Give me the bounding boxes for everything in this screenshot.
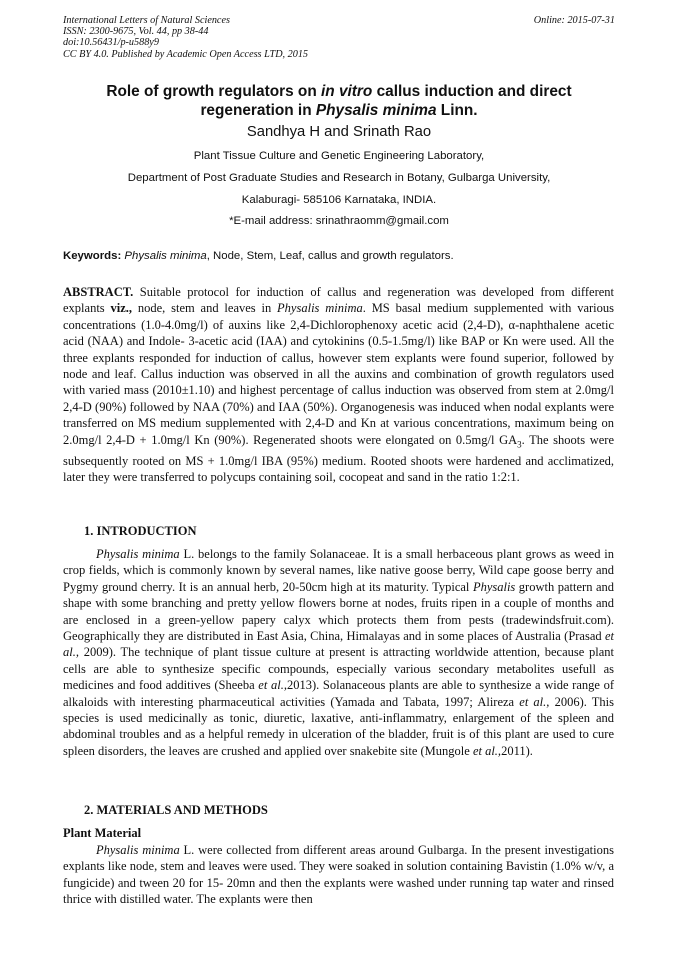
title-part: regeneration in bbox=[200, 102, 316, 119]
abstract bbox=[63, 284, 614, 485]
abstract-text: Suitable protocol for induction of callus and regeneration was developed from different explants bbox=[63, 285, 614, 316]
affiliation-address: Kalaburagi- 585106 Karnataka, INDIA. bbox=[241, 194, 437, 206]
methods-text: L. were collected from different areas around Gulbarga. In the present investigations explants like node, stem and leaves were used. They were soaked in solution containing Bavistin (1.0% w/v, a fungicide) and tween 20 for 15- 20mn and then the explants were washed under running tap water and rinsed thrice with distilled water. The explants were then bbox=[63, 843, 614, 907]
affiliation-dept: Department of Post Graduate Studies and Research in Botany, Gulbarga University, bbox=[127, 172, 551, 184]
intro-text: growth pattern and shape with some branching and pretty yellow flowers borne at nodes, fruits ripen in a couple of months and are enclosed in a green-yellow papery calyx which protects them from pests (tradewindsfruit.com). Geographically they are distributed in East Asia, China, Himalayas and in some places of Australia (Prasad bbox=[63, 579, 615, 644]
intro-text: L. belongs to the family Solanaceae. It is a small herbaceous plant grows as weed in crop fields, which is commonly known by several names, like native goose berry, Wild cape goose berry and Pygmy ground cherry. It is an annual herb, 20-50cm high at its maturity. Typical bbox=[63, 547, 614, 594]
abstract-viz: viz., bbox=[110, 301, 133, 316]
abstract-label: ABSTRACT. bbox=[63, 285, 134, 299]
abstract-species: Physalis minima bbox=[277, 301, 363, 316]
keywords-species: Physalis minima bbox=[124, 250, 207, 262]
title-part: callus induction and direct bbox=[372, 83, 572, 100]
keywords-label: Keywords: bbox=[63, 250, 122, 262]
keywords-text: , Node, Stem, Leaf, callus and growth regulators. bbox=[206, 250, 454, 262]
journal-name: International Letters of Natural Sciences bbox=[63, 15, 230, 26]
section-heading-introduction: 1. INTRODUCTION bbox=[84, 524, 197, 538]
issn: ISSN: 2300-9675, Vol. 44, pp 38-44 bbox=[63, 26, 209, 38]
section-heading-methods: 2. MATERIALS AND METHODS bbox=[84, 803, 268, 817]
intro-text: 2006). This species is used medicinally as tonic, diuretic, laxative, anti-inflammatry, enlargement of the spleen and abdominal troubles and as a helpful remedy in ulceration of the bladder, fruit is of this plant are used to cure spleen disorders, the leaves are crushed and applied over snakebite site (Mungole bbox=[63, 694, 615, 758]
intro-text: 2013). Solanaceous plants are able to synthesize a wide range of alkaloids with interesting pharmaceutical activities (Yamada and Tabata, 1997; Alireza bbox=[63, 678, 615, 709]
paper-title bbox=[60, 82, 618, 120]
intro-etal: et al., bbox=[472, 743, 502, 758]
intro-etal: et al., bbox=[63, 629, 614, 660]
subheading-plant-material: Plant Material bbox=[63, 826, 142, 840]
methods-species: Physalis minima bbox=[96, 843, 180, 857]
doi: doi:10.56431/p-u588y9 bbox=[63, 37, 159, 49]
intro-species: Physalis minima bbox=[96, 547, 180, 561]
keywords bbox=[63, 250, 623, 262]
intro-genus: Physalis bbox=[472, 579, 516, 594]
methods-paragraph bbox=[63, 842, 614, 908]
affiliation-lab: Plant Tissue Culture and Genetic Engineering Laboratory, bbox=[193, 150, 485, 162]
email: *E-mail address: srinathraomm@gmail.com bbox=[229, 215, 449, 227]
title-species: Physalis minima bbox=[315, 102, 437, 119]
intro-etal: et al., bbox=[519, 694, 550, 709]
introduction-paragraph bbox=[63, 546, 614, 759]
intro-etal: et al., bbox=[258, 678, 287, 693]
license-line: CC BY 4.0. Published by Academic Open Access LTD, 2015 bbox=[63, 48, 309, 60]
title-italic: in vitro bbox=[321, 83, 373, 100]
online-date: Online: 2015-07-31 bbox=[533, 15, 615, 26]
abstract-text: . MS basal medium supplemented with various concentrations (1.0-4.0mg/l) of auxins like 2,4-Dichlorophenoxy acetic acid (2,4-D), α-naphthalene acetic acid (NAA) and Indole- 3-acetic acid (IAA) and cytokinins (0.5-1.5mg/l) like BAP or Kn were used. All the three explants responded for induction of callus, however stem explants were found superior, followed by node and leaf. Callus induction was observed in all the auxins and combination of growth regulators used with varied mass (2010±1.10) and highest percentage of callus induction was observed from stem at 2.0mg/l 2,4-D (90%) followed by NAA (70%) and IAA (50%). Organogenesis was induced when nodal explants were transferred on MS medium supplemented with 2,4-D and Kn at various concentrations, maximum being on 2.0mg/l 2,4-D + 1.0mg/l Kn (90%). Regenerated shoots were elongated on 0.5mg/l GA bbox=[63, 301, 614, 447]
journal-header bbox=[63, 15, 615, 60]
authors: Sandhya H and Srinath Rao bbox=[246, 124, 432, 140]
title-part: Linn. bbox=[436, 102, 478, 119]
abstract-text: . The shoots were subsequently rooted on MS + 1.0mg/l IBA (95%) medium. Rooted shoots were hardened and acclimatized, later they were transferred to polycups containing soil, cocopeat and sand in the ratio 1:2:1. bbox=[63, 432, 614, 484]
abstract-text: node, stem and leaves in bbox=[132, 301, 278, 316]
title-part: Role of growth regulators on bbox=[106, 83, 322, 100]
intro-text: 2011). bbox=[501, 743, 533, 758]
abstract-subscript: 3 bbox=[517, 439, 522, 450]
intro-text: 2009). The technique of plant tissue culture at present is attracting worldwide attention, because plant cells are able to synthesize specific compounds, especially various secondary metabolites usefull as medicines and food additives (Sheeba bbox=[63, 645, 614, 693]
